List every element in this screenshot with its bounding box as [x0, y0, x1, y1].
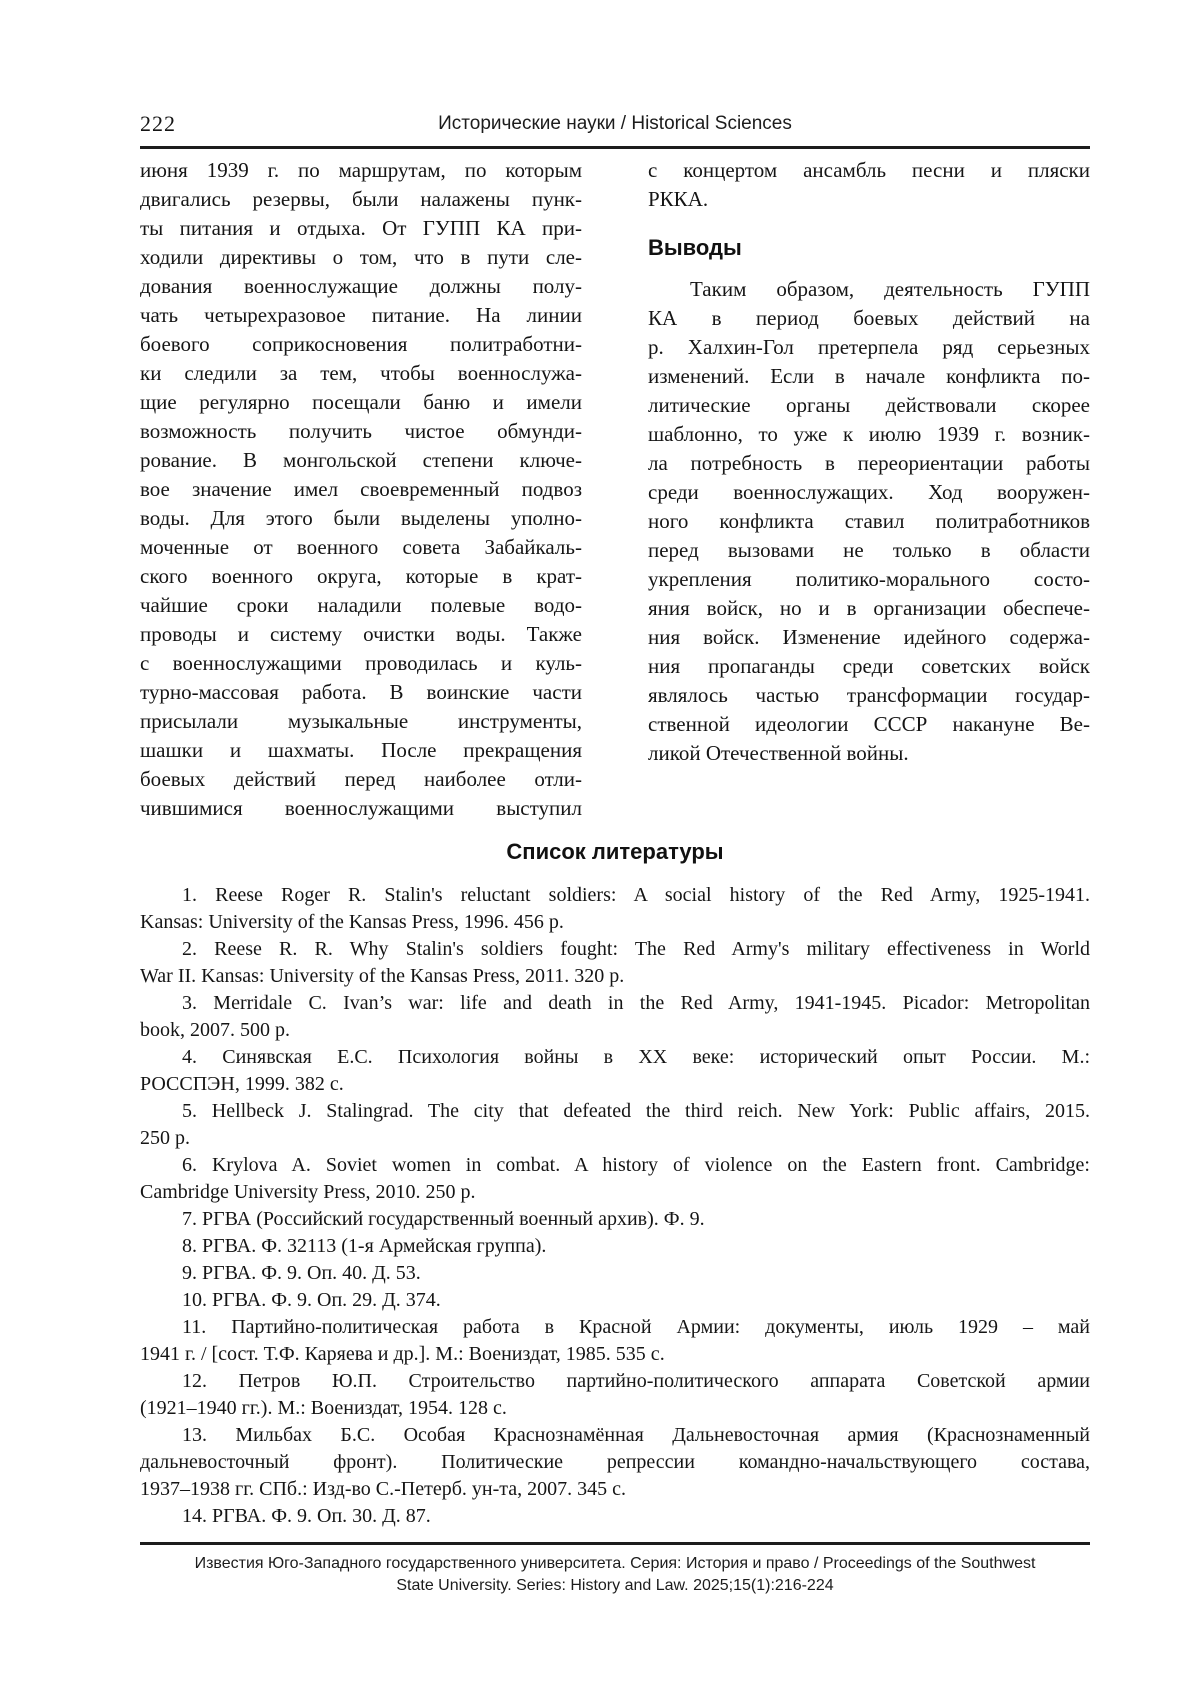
reference-line: 9. РГВА. Ф. 9. Оп. 40. Д. 53. — [182, 1262, 421, 1284]
text-line: ния войск. Изменение идейного содержа- — [648, 625, 1090, 649]
footer-line-2: State University. Series: History and Law. 2025;15(1):216-224 — [396, 1577, 834, 1594]
reference-line: РОССПЭН, 1999. 382 с. — [140, 1073, 344, 1095]
reference-line: 10. РГВА. Ф. 9. Оп. 29. Д. 374. — [182, 1289, 441, 1311]
body-paragraph — [648, 275, 1090, 768]
text-line: среди военнослужащих. Ход вооружен- — [648, 480, 1090, 504]
reference-line: 250 p. — [140, 1127, 190, 1149]
reference-line: War II. Kansas: University of the Kansas Press, 2011. 320 p. — [140, 965, 625, 987]
footer-rule — [140, 1542, 1090, 1545]
section-heading: Выводы — [648, 235, 742, 260]
text-line: РККА. — [648, 187, 709, 211]
page-content — [140, 0, 1090, 1597]
reference-line: 12. Петров Ю.П. Строительство партийно-политического аппарата Советской армии — [182, 1370, 1090, 1392]
reference-item — [140, 1206, 1090, 1233]
reference-item — [140, 936, 1090, 990]
text-line: чайшие сроки наладили полевые водо- — [140, 593, 582, 617]
reference-item — [140, 990, 1090, 1044]
text-line: воды. Для этого были выделены уполно- — [140, 506, 582, 530]
reference-line: 13. Мильбах Б.С. Особая Краснознамённая Дальневосточная армия (Краснознаменный — [182, 1424, 1090, 1446]
text-line: ликой Отечественной войны. — [648, 741, 909, 765]
reference-line: Cambridge University Press, 2010. 250 p. — [140, 1181, 476, 1203]
text-line: присылали музыкальные инструменты, — [140, 709, 582, 733]
right-column — [648, 156, 1090, 823]
text-line: рование. В монгольской степени ключе- — [140, 448, 582, 472]
reference-line: 4. Синявская Е.С. Психология войны в XX веке: исторический опыт России. М.: — [182, 1046, 1090, 1068]
running-title: Исторические науки / Historical Sciences — [438, 113, 792, 134]
text-line: чать четырехразовое питание. На линии — [140, 303, 582, 327]
text-line: ки следили за тем, чтобы военнослужа- — [140, 361, 582, 385]
text-line: яния войск, но и в организации обеспече- — [648, 596, 1090, 620]
reference-line: 2. Reese R. R. Why Stalin's soldiers fought: The Red Army's military effectiveness in World — [182, 938, 1090, 960]
reference-item — [140, 1260, 1090, 1287]
footer-line-1: Известия Юго-Западного государственного университета. Серия: История и право / Proceedings of the Southwest — [194, 1555, 1036, 1572]
text-line: боевых действий перед наиболее отли- — [140, 767, 582, 791]
references-heading: Список литературы — [506, 839, 724, 864]
text-line: шаблонно, то уже к июлю 1939 г. возник- — [648, 422, 1090, 446]
text-line: турно-массовая работа. В воинские части — [140, 680, 582, 704]
text-line: с военнослужащими проводилась и куль- — [140, 651, 582, 675]
article-body — [140, 156, 1090, 823]
text-line: чившимися военнослужащими выступил — [140, 796, 582, 820]
reference-line: 1. Reese Roger R. Stalin's reluctant soldiers: A social history of the Red Army, 1925-1941. — [182, 884, 1090, 906]
reference-line: 8. РГВА. Ф. 32113 (1-я Армейская группа). — [182, 1235, 547, 1257]
reference-item — [140, 1287, 1090, 1314]
text-line: июня 1939 г. по маршрутам, по которым — [140, 158, 582, 182]
page-number: 222 — [140, 111, 176, 136]
reference-line: 1937–1938 гг. СПб.: Изд-во С.-Петерб. ун-та, 2007. 345 с. — [140, 1478, 627, 1500]
reference-line: Kansas: University of the Kansas Press, 1996. 456 p. — [140, 911, 564, 933]
text-line: проводы и систему очистки воды. Также — [140, 622, 582, 646]
body-paragraph — [648, 156, 1090, 214]
text-line: возможность получить чистое обмунди- — [140, 419, 582, 443]
text-line: укрепления политико-морального состо- — [648, 567, 1090, 591]
reference-line: дальневосточный фронт). Политические репрессии командно-начальствующего состава, — [140, 1451, 1090, 1473]
reference-item — [140, 1422, 1090, 1503]
reference-line: book, 2007. 500 p. — [140, 1019, 290, 1041]
text-line: р. Халхин-Гол претерпела ряд серьезных — [648, 335, 1090, 359]
text-line: с концертом ансамбль песни и пляски — [648, 158, 1090, 182]
text-line: Таким образом, деятельность ГУПП — [690, 277, 1090, 301]
left-column — [140, 156, 582, 823]
text-line: дования военнослужащие должны полу- — [140, 274, 582, 298]
header-rule — [140, 146, 1090, 149]
reference-item — [140, 1233, 1090, 1260]
reference-item — [140, 1044, 1090, 1098]
text-line: ла потребность в переориентации работы — [648, 451, 1090, 475]
reference-item — [140, 882, 1090, 936]
reference-item — [140, 1503, 1090, 1530]
reference-line: 14. РГВА. Ф. 9. Оп. 30. Д. 87. — [182, 1505, 431, 1527]
reference-line: 11. Партийно-политическая работа в Красной Армии: документы, июль 1929 – май — [182, 1316, 1090, 1338]
text-line: КА в период боевых действий на — [648, 306, 1090, 330]
text-line: литические органы действовали скорее — [648, 393, 1090, 417]
text-line: перед вызовами не только в области — [648, 538, 1090, 562]
text-line: шашки и шахматы. После прекращения — [140, 738, 582, 762]
reference-item — [140, 1314, 1090, 1368]
references-list — [140, 882, 1090, 1530]
page-footer — [140, 1553, 1090, 1597]
reference-line: 5. Hellbeck J. Stalingrad. The city that defeated the third reich. New York: Public affairs, 2015. — [182, 1100, 1090, 1122]
body-paragraph — [140, 156, 582, 823]
reference-line: 7. РГВА (Российский государственный военный архив). Ф. 9. — [182, 1208, 705, 1230]
text-line: ходили директивы о том, что в пути сле- — [140, 245, 582, 269]
page-header — [140, 110, 1090, 138]
reference-item — [140, 1368, 1090, 1422]
text-line: изменений. Если в начале конфликта по- — [648, 364, 1090, 388]
text-line: моченные от военного совета Забайкаль- — [140, 535, 582, 559]
text-line: ного конфликта ставил политработников — [648, 509, 1090, 533]
reference-line: 6. Krylova A. Soviet women in combat. A history of violence on the Eastern front. Cambridge: — [182, 1154, 1090, 1176]
text-line: ния пропаганды среди советских войск — [648, 654, 1090, 678]
text-line: ственной идеологии СССР накануне Ве- — [648, 712, 1090, 736]
text-line: щие регулярно посещали баню и имели — [140, 390, 582, 414]
reference-line: 1941 г. / [сост. Т.Ф. Каряева и др.]. М.: Воениздат, 1985. 535 с. — [140, 1343, 665, 1365]
text-line: боевого соприкосновения политработни- — [140, 332, 582, 356]
reference-item — [140, 1098, 1090, 1152]
text-line: ты питания и отдыха. От ГУПП КА при- — [140, 216, 582, 240]
text-line: вое значение имел своевременный подвоз — [140, 477, 582, 501]
reference-line: 3. Merridale C. Ivan’s war: life and death in the Red Army, 1941-1945. Picador: Metropolitan — [182, 992, 1090, 1014]
text-line: являлось частью трансформации государ- — [648, 683, 1090, 707]
text-line: ского военного округа, которые в крат- — [140, 564, 582, 588]
text-line: двигались резервы, были налажены пунк- — [140, 187, 582, 211]
reference-line: (1921–1940 гг.). М.: Воениздат, 1954. 128 с. — [140, 1397, 507, 1419]
reference-item — [140, 1152, 1090, 1206]
